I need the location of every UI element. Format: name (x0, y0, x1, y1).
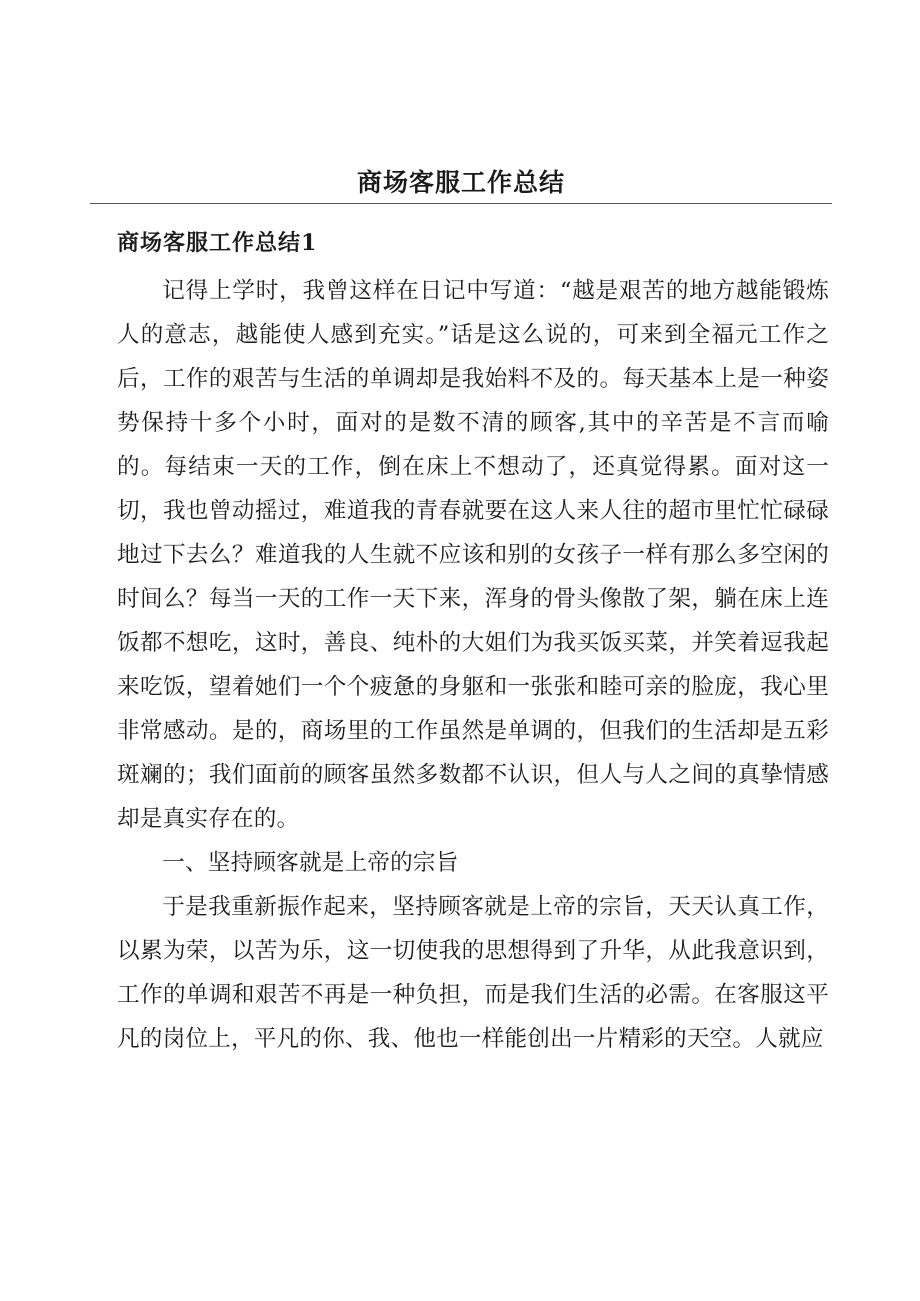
paragraph-body: 于是我重新振作起来，坚持顾客就是上帝的宗旨，天天认真工作，以累为荣，以苦为乐，这一切使我的思想得到了升华，从此我意识到，工作的单调和艰苦不再是一种负担，而是我们生活的必需。在客服这平凡的岗位上，平凡的你、我、他也一样能创出一片精彩的天空。人就应 (117, 894, 829, 1052)
section-title: 商场客服工作总结1 (117, 230, 318, 256)
document-body (117, 269, 829, 1061)
document-title: 商场客服工作总结 (356, 168, 565, 197)
paragraph-intro: 记得上学时，我曾这样在日记中写道：“越是艰苦的地方越能锻炼人的意志，越能使人感到充实。”话是这么说的，可来到全福元工作之后，工作的艰苦与生活的单调却是我始料不及的。每天基本上是一种姿势保持十多个小时，面对的是数不清的顾客,其中的辛苦是不言而喻的。每结束一天的工作，倒在床上不想动了，还真觉得累。面对这一切，我也曾动摇过，难道我的青春就要在这人来人往的超市里忙忙碌碌地过下去么？难道我的人生就不应该和别的女孩子一样有那么多空闲的时间么？每当一天的工作一天下来，浑身的骨头像散了架，躺在床上连饭都不想吃，这时，善良、纯朴的大姐们为我买饭买菜，并笑着逗我起来吃饭，望着她们一个个疲惫的身躯和一张张和睦可亲的脸庞，我心里非常感动。是的，商场里的工作虽然是单调的，但我们的生活却是五彩斑斓的；我们面前的顾客虽然多数都不认识，但人与人之间的真挚情感却是真实存在的。 (117, 278, 829, 832)
title-divider (90, 203, 832, 204)
paragraph-heading: 一、坚持顾客就是上帝的宗旨 (162, 850, 459, 876)
